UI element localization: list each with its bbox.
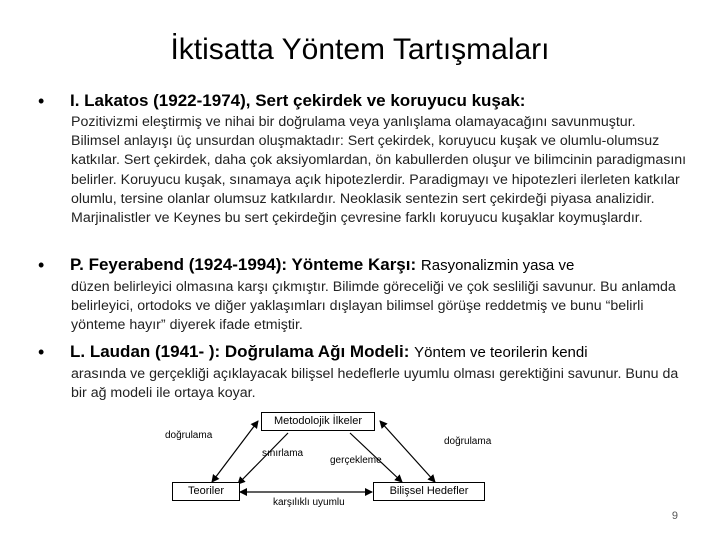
page-number: 9 (671, 510, 678, 522)
bullet-heading: L. Laudan (1941- ): Doğrulama Ağı Modeli: (70, 342, 410, 361)
bullet-marker: • (38, 342, 45, 362)
bullet-inline-text: Yöntem ve teorilerin kendi (414, 344, 588, 361)
node-cognitive-goals: Bilişsel Hedefler (373, 482, 485, 501)
bullet-heading: P. Feyerabend (1924-1994): Yönteme Karşı: (70, 255, 417, 274)
bullet-description: düzen belirleyici olmasına karşı çıkmıştır. Bilimde göreceliği ve çok sesliliği savunur. Bu anlamda belirleyici, ortodoks ve diğer yaklaşımları dışlayan bilimsel görüşe reddetmiş ve bunu “belirli yönteme hayır” diyerek ifade etmiştir. (71, 279, 676, 334)
label-realization: gerçekleme (330, 455, 382, 466)
bullet-heading: I. Lakatos (1922-1974), Sert çekirdek ve koruyucu kuşak: (70, 91, 526, 110)
node-methodological-principles: Metodolojik İlkeler (261, 412, 375, 431)
bullet-inline-text: Rasyonalizmin yasa ve (420, 257, 575, 274)
edge-right-arc-upper (380, 421, 435, 482)
slide-title: İktisatta Yöntem Tartışmaları (170, 33, 550, 66)
bullet-description: Pozitivizmi eleştirmiş ve nihai bir doğrulama veya yanlışlama olamayacağını savunmuştur. Bilimsel anlayışı üç unsurdan oluşmaktadır: Sert çekirdek, koruyucu kuşak ve olumlu-olumsuz katkılar. Sert çekirdek, daha çok aksiyomlardan, ön kabullerden oluşur ve bilimcinin paradigmasını belirler. Koruyucu kuşak, sınamaya açık hipotezlerdir. Paradigmayı ve hipotezleri ilerleten katkılar olumlu, tersine olanlar olumsuz katkılardır. Neoklasik sentezin sert çekirdeği piyasa analizidir. Marjinalistler ve Keynes bu sert çekirdeğin çevresine farklı koruyucu kuşaklar koymuşlardır. (71, 114, 687, 227)
node-theories: Teoriler (172, 482, 240, 501)
label-mutual-consistency: karşılıklı uyumlu (273, 497, 345, 508)
bullet-marker: • (38, 91, 45, 111)
bullet-description: arasında ve gerçekliği açıklayacak bilişsel hedeflerle uyumlu olması gerektiğini savunur. Bunu da bir ağ modeli ile ortaya koyar. (71, 366, 679, 402)
label-left-verification: doğrulama (165, 430, 213, 441)
label-limitation: sınırlama (262, 448, 304, 459)
edge-left-arc-upper (212, 421, 258, 482)
label-right-verification: doğrulama (444, 436, 492, 447)
bullet-marker: • (38, 255, 45, 275)
